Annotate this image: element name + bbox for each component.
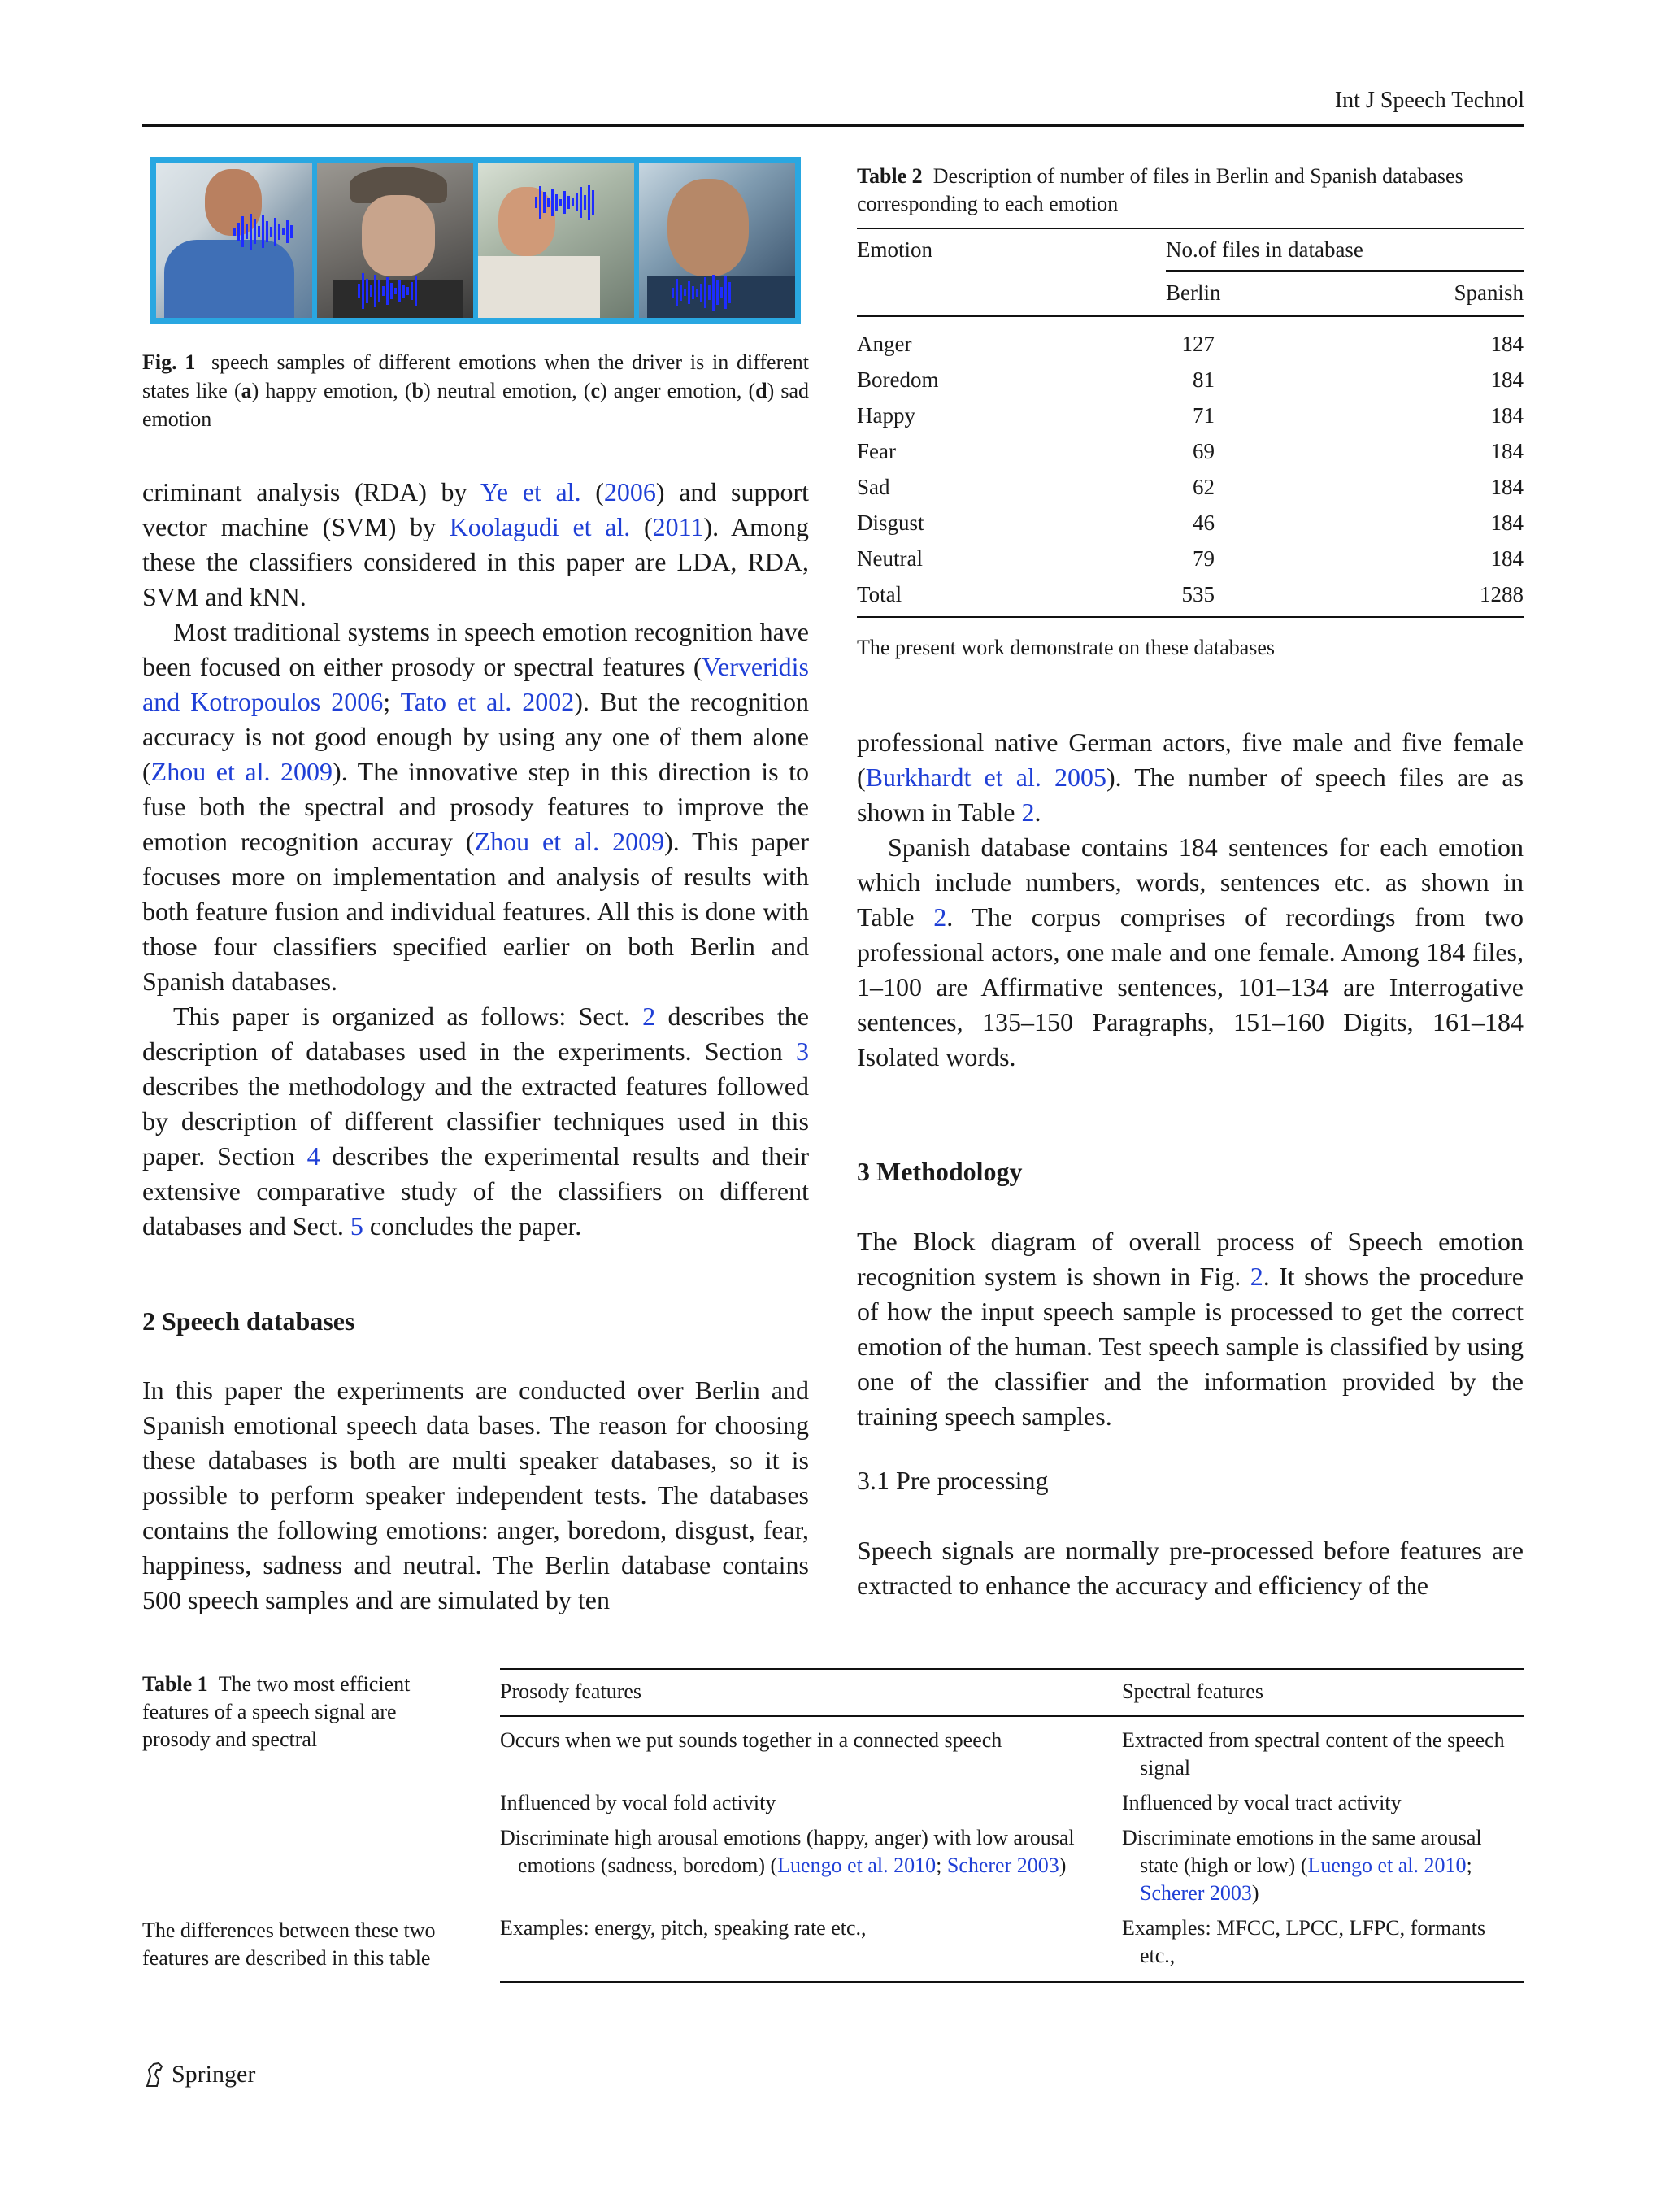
header-files: No.of files in database — [1166, 237, 1363, 262]
waveform-icon — [358, 272, 417, 309]
figure-label: Fig. 1 — [142, 350, 196, 374]
berlin-count-cell: 69 — [1193, 439, 1215, 463]
paragraph: The Block diagram of overall process of Speech emotion recognition system is shown in Fig. 2. It shows the procedure of how the input speech sample is processed to get the correct emotion of the human. Test speech sample is classified by using one of the classifier and the information provided by the training speech samples. — [857, 1227, 1524, 1431]
table-rule — [857, 616, 1524, 618]
header-spectral: Spectral features — [1122, 1680, 1263, 1703]
caption-text: speech samples of different emotions when the driver is in different states like ( — [142, 350, 810, 402]
emotion-cell: Happy — [857, 403, 915, 428]
table-subheader-row — [857, 272, 1524, 315]
table-row — [857, 577, 1524, 613]
left-column — [142, 475, 809, 1618]
table-row — [500, 1907, 1524, 1981]
springer-horse-icon — [142, 2062, 167, 2088]
spanish-count-cell: 184 — [1490, 546, 1524, 571]
header-emotion: Emotion — [857, 237, 932, 262]
berlin-count-cell: 127 — [1181, 332, 1215, 356]
right-column — [857, 725, 1524, 1603]
table-header-row — [500, 1670, 1524, 1715]
paragraph: This paper is organized as follows: Sect. 2 describes the description of databases used in the experiments. Section 3 describes the methodology and the extracted features followed by description of different classifier techniques used in this paper. Section 4 describes the experimental results and their extensive comparative study of the classifiers on different databases and Sect. 5 concludes the paper. — [142, 1002, 810, 1241]
berlin-count-cell: 46 — [1193, 511, 1215, 535]
footer — [142, 2061, 255, 2088]
berlin-count-cell: 79 — [1193, 546, 1215, 571]
figure-1-image — [150, 157, 801, 324]
caption-text: ) happy emotion, ( — [251, 379, 412, 402]
table-row — [857, 506, 1524, 541]
citation-link[interactable]: Scherer 2003 — [1140, 1881, 1252, 1905]
berlin-count-cell: 81 — [1193, 367, 1215, 392]
table-1-caption — [142, 1671, 467, 1754]
spanish-count-cell: 184 — [1490, 367, 1524, 392]
citation-link[interactable]: Zhou et al. 2009 — [150, 757, 333, 786]
table-row — [500, 1817, 1524, 1907]
waveform-icon — [672, 276, 731, 309]
caption-a: a — [241, 379, 252, 402]
emotion-cell: Neutral — [857, 546, 923, 571]
table-link[interactable]: 2 — [933, 902, 947, 932]
caption-text: ) anger emotion, ( — [600, 379, 756, 402]
emotion-cell: Boredom — [857, 367, 939, 392]
table-cell: Influenced by vocal tract activity — [1122, 1791, 1402, 1814]
paragraph: Most traditional systems in speech emotion recognition have been focused on either prosody or spectral features (Ververidis and Kotropoulos 2006; Tato et al. 2002). But the recognition accuracy is not good enough by using any one of them alone (Zhou et al. 2009). The innovative step in this direction is to fuse both the spectral and prosody features to improve the emotion recognition accuray (Zhou et al. 2009). This paper focuses more on implementation and analysis of results with both feature fusion and individual features. All this is done with those four classifiers specified earlier on both Berlin and Spanish databases. — [142, 617, 810, 996]
emotion-cell: Fear — [857, 439, 896, 463]
spanish-count-cell: 184 — [1490, 439, 1524, 463]
table-1-note: The differences between these two features are described in this table — [142, 1919, 436, 1970]
spanish-count-cell: 184 — [1490, 403, 1524, 428]
header-prosody: Prosody features — [500, 1680, 642, 1703]
paragraph: Speech signals are normally pre-processed before features are extracted to enhance the accuracy and efficiency of the — [857, 1536, 1524, 1600]
table-rule — [500, 1981, 1524, 1983]
header-rule — [142, 124, 1524, 127]
panel-neutral-driver — [317, 163, 473, 318]
citation-link[interactable]: 2006 — [603, 477, 656, 506]
table-2-caption — [857, 163, 1524, 218]
table-row — [857, 363, 1524, 398]
citation-link[interactable]: Tato et al. 2002 — [400, 687, 575, 716]
subsection-heading: 3.1 Pre processing — [857, 1466, 1049, 1495]
emotion-cell: Disgust — [857, 511, 924, 535]
section-link[interactable]: 5 — [350, 1211, 363, 1241]
section-link[interactable]: 4 — [306, 1141, 320, 1171]
figure-1-caption — [142, 348, 809, 433]
paragraph: In this paper the experiments are conducted over Berlin and Spanish emotional speech data bases. The reason for choosing these databases is both are multi speaker databases, so it is possible to perform speaker independent tests. The databases contains the following emotions: anger, boredom, disgust, fear, happiness, sadness and neutral. The Berlin database contains 500 speech samples and are simulated by ten — [142, 1375, 809, 1614]
table-label: Table 2 — [857, 164, 923, 188]
citation-link[interactable]: Luengo et al. 2010 — [777, 1853, 937, 1877]
section-heading: 3 Methodology — [857, 1157, 1023, 1186]
table-row — [857, 541, 1524, 577]
table-link[interactable]: 2 — [1021, 797, 1035, 827]
header-spanish: Spanish — [1454, 280, 1524, 305]
table-cell: Discriminate high arousal emotions (happy, anger) with low arousal emotions (sadness, boredom) (Luengo et al. 2010; Scherer 2003) — [500, 1826, 1075, 1877]
table-row — [500, 1782, 1524, 1817]
paragraph: professional native German actors, five male and five female (Burkhardt et al. 2005). The number of speech files are as shown in Table 2. — [857, 728, 1524, 827]
table-2 — [857, 228, 1524, 618]
citation-link[interactable]: Luengo et al. 2010 — [1307, 1853, 1467, 1877]
citation-link[interactable]: 2011 — [652, 512, 704, 541]
spanish-count-cell: 184 — [1490, 511, 1524, 535]
caption-text: The two most efficient features of a speech signal are prosody and spectral — [142, 1672, 411, 1751]
section-link[interactable]: 2 — [642, 1002, 656, 1031]
waveform-icon — [535, 183, 594, 222]
table-row — [857, 398, 1524, 434]
paragraph: criminant analysis (RDA) by Ye et al. (2006) and support vector machine (SVM) by Koolagudi et al. (2011). Among these the classifiers considered in this paper are LDA, RDA, SVM and kNN. — [142, 477, 810, 611]
header-berlin: Berlin — [1166, 280, 1221, 305]
citation-link[interactable]: Ververidis and Kotropoulos 2006 — [142, 652, 809, 716]
table-row — [857, 327, 1524, 363]
table-cell: Influenced by vocal fold activity — [500, 1791, 776, 1814]
table-1 — [500, 1668, 1524, 1983]
section-link[interactable]: 3 — [796, 1036, 809, 1066]
panel-sad-driver — [639, 163, 795, 318]
berlin-count-cell: 71 — [1193, 403, 1215, 428]
emotion-cell: Anger — [857, 332, 912, 356]
table-row — [500, 1717, 1524, 1782]
paragraph: Spanish database contains 184 sentences for each emotion which include numbers, words, sentences etc. as shown in Table 2. The corpus comprises of recordings from two professional actors, one male and one female. Among 184 files, 1–100 are Affirmative sentences, 101–134 are Interrogative sentences, 135–150 Paragraphs, 151–160 Digits, 161–184 Isolated words. — [857, 832, 1524, 1071]
caption-text: ) sad emotion — [142, 379, 809, 431]
table-cell: Discriminate emotions in the same arousal state (high or low) (Luengo et al. 2010; Scherer 2003) — [1122, 1826, 1482, 1905]
citation-link[interactable]: Koolagudi et al. — [449, 512, 631, 541]
caption-c: c — [590, 379, 601, 402]
table-row — [857, 434, 1524, 470]
caption-text: ) neutral emotion, ( — [423, 379, 591, 402]
panel-angry-driver — [478, 163, 634, 318]
waveform-icon — [233, 211, 293, 252]
citation-link[interactable]: Zhou et al. 2009 — [474, 827, 665, 856]
caption-text: Description of number of files in Berlin and Spanish databases corresponding to each emotion — [857, 164, 1463, 215]
table-label: Table 1 — [142, 1672, 208, 1696]
berlin-count-cell: 535 — [1181, 582, 1215, 606]
citation-link[interactable]: Ye et al. — [480, 477, 581, 506]
section-heading: 2 Speech databases — [142, 1306, 355, 1336]
table-header-row — [857, 229, 1524, 270]
citation-link[interactable]: Scherer 2003 — [946, 1853, 1059, 1877]
citation-link[interactable]: Burkhardt et al. 2005 — [865, 763, 1106, 792]
publisher-name: Springer — [172, 2061, 256, 2088]
table-cell: Extracted from spectral content of the speech signal — [1122, 1728, 1505, 1780]
spanish-count-cell: 184 — [1490, 475, 1524, 499]
table-row — [857, 470, 1524, 506]
panel-happy-driver — [156, 163, 312, 318]
table-cell: Examples: MFCC, LPCC, LFPC, formants etc., — [1122, 1916, 1486, 1967]
caption-d: d — [755, 379, 767, 402]
spanish-count-cell: 1288 — [1480, 582, 1524, 606]
table-cell: Examples: energy, pitch, speaking rate etc., — [500, 1916, 867, 1940]
caption-b: b — [411, 379, 424, 402]
spanish-count-cell: 184 — [1490, 332, 1524, 356]
journal-name: Int J Speech Technol — [1334, 88, 1524, 113]
emotion-cell: Sad — [857, 475, 890, 499]
emotion-cell: Total — [857, 582, 902, 606]
figure-link[interactable]: 2 — [1250, 1262, 1263, 1291]
berlin-count-cell: 62 — [1193, 475, 1215, 499]
table-cell: Occurs when we put sounds together in a connected speech — [500, 1728, 1002, 1752]
table-2-note: The present work demonstrate on these databases — [857, 636, 1276, 659]
